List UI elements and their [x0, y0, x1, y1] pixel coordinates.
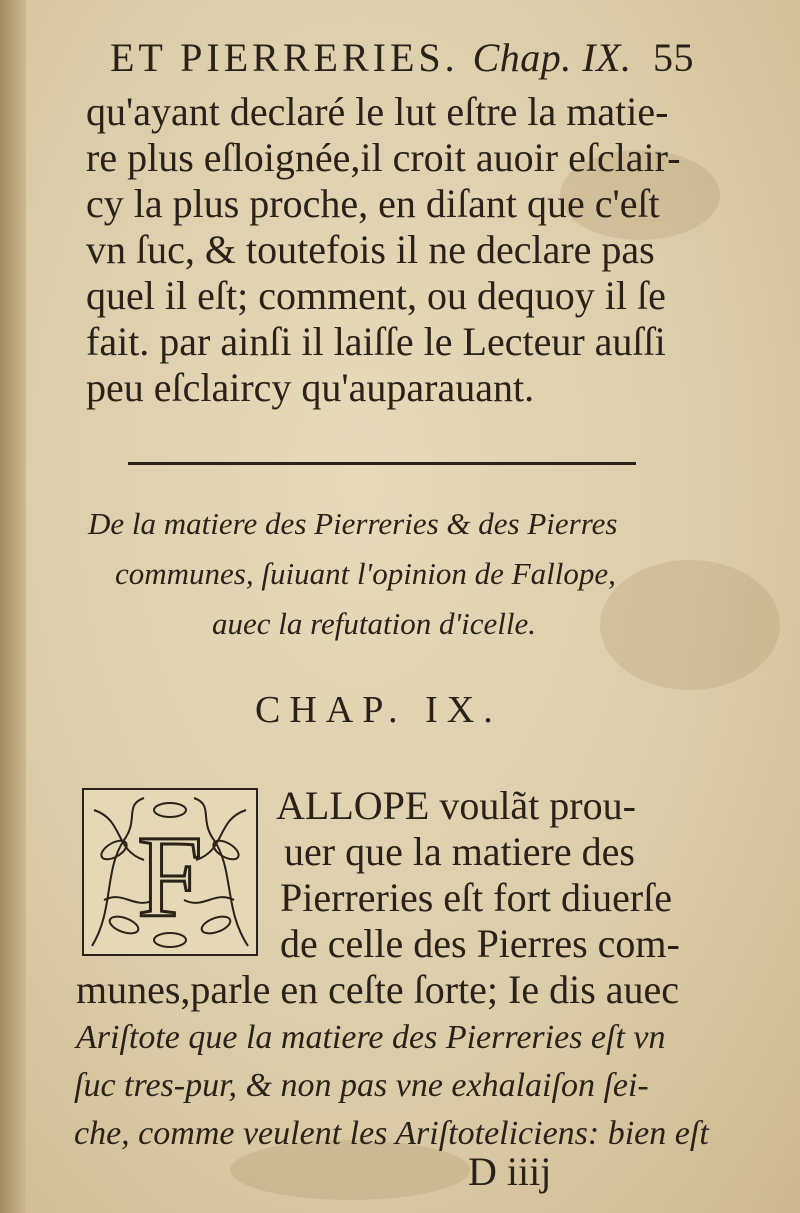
running-head-chapter: Chap. IX.: [472, 35, 632, 80]
text-line: uer que la matiere des: [284, 829, 635, 874]
signature-mark: D iiij: [468, 1149, 552, 1194]
chapter-caption-line: De la matiere des Pierreries & des Pierres: [88, 506, 618, 541]
text-line: cy la plus proche, en diſant que c'eſt: [86, 181, 660, 226]
text-line: peu eſclaircy qu'auparauant.: [86, 365, 535, 410]
text-line: ALLOPE voulãt prou-: [276, 783, 636, 828]
text-line: Ariſtote que la matiere des Pierreries eſt vn: [76, 1019, 666, 1056]
text-line: ſuc tres-pur, & non pas vne exhalaiſon ſei-: [74, 1067, 649, 1104]
text-line: qu'ayant declaré le lut eſtre la matie-: [86, 89, 669, 134]
text-line: re plus eſloignée,il croit auoir eſclair-: [86, 135, 681, 180]
running-head: [110, 34, 710, 90]
paper-stain: [600, 560, 780, 690]
chapter-caption-line: communes, ſuiuant l'opinion de Fallope,: [115, 556, 616, 591]
text-line: munes,parle en ceſte ſorte; Ie dis auec: [76, 967, 680, 1012]
text-line: de celle des Pierres com-: [280, 921, 680, 966]
text-line: che, comme veulent les Ariſtoteliciens: bien eſt: [74, 1115, 709, 1152]
text-line: Pierreries eſt fort diuerſe: [280, 875, 673, 920]
chapter-heading: CHAP. IX.: [255, 689, 502, 731]
section-rule: [128, 462, 636, 465]
running-head-title: ET PIERRERIES.: [110, 35, 459, 80]
page-number: 55: [653, 35, 694, 80]
text-line: vn ſuc, & toutefois il ne declare pas: [86, 227, 655, 272]
decorated-initial: [82, 788, 258, 956]
text-line: fait. par ainſi il laiſſe le Lecteur auſſi: [86, 319, 666, 364]
chapter-caption-line: auec la refutation d'icelle.: [212, 606, 537, 641]
binding-gutter: [0, 0, 26, 1213]
foliage-ornament-icon: [84, 790, 256, 954]
text-line: quel il eſt; comment, ou dequoy il ſe: [86, 273, 666, 318]
dropcap-letter: F: [137, 811, 203, 942]
